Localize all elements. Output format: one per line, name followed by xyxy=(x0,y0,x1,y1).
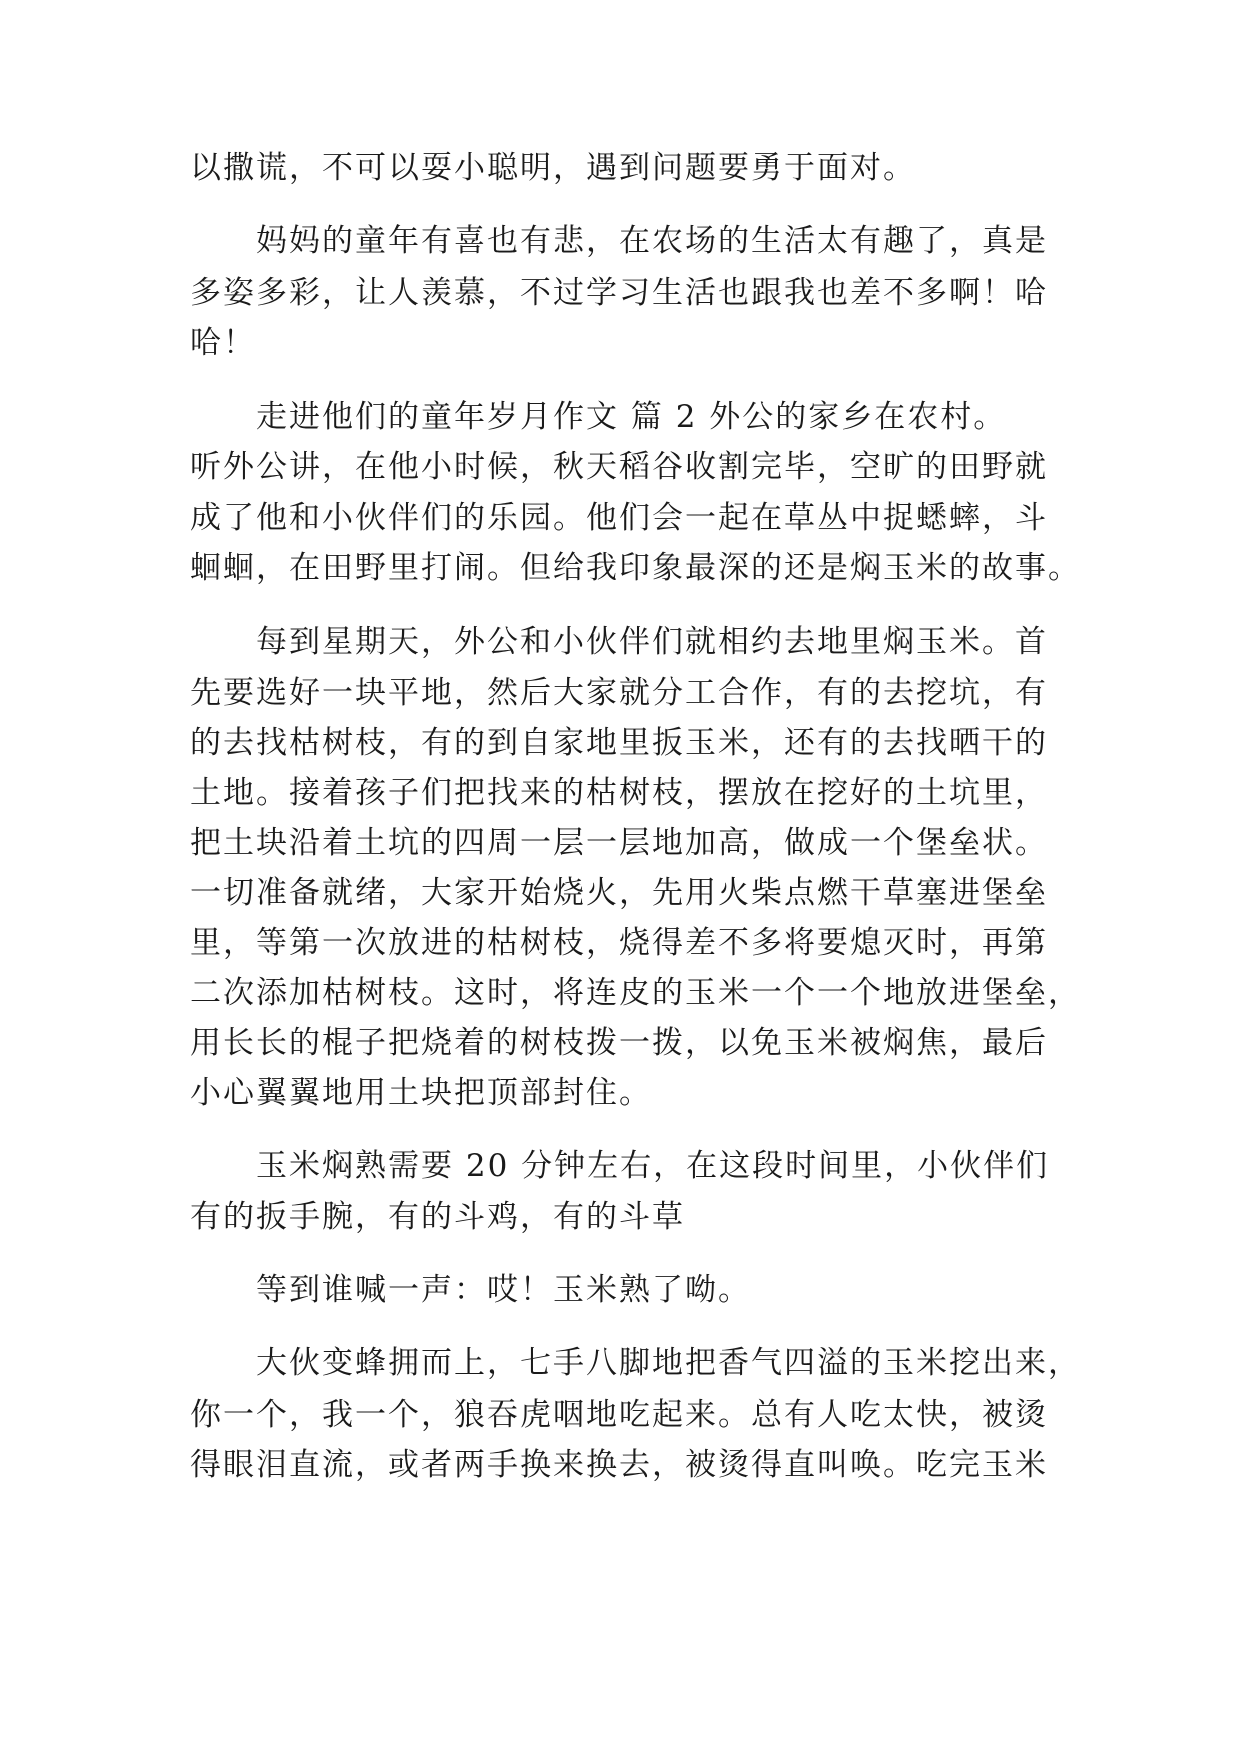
text-line: 以撒谎，不可以耍小聪明，遇到问题要勇于面对。 xyxy=(190,150,916,186)
text-line: 土地。接着孩子们把找来的枯树枝，摆放在挖好的土坑里， xyxy=(190,775,1048,811)
text-line: 小心翼翼地用土块把顶部封住。 xyxy=(190,1075,652,1111)
text-line: 先要选好一块平地，然后大家就分工合作，有的去挖坑，有 xyxy=(190,675,1048,711)
text-line: 蛔蛔，在田野里打闹。但给我印象最深的还是焖玉米的故事。 xyxy=(190,550,1081,586)
section-heading-line: 走进他们的童年岁月作文 篇 2 外公的家乡在农村。 xyxy=(256,399,1007,435)
text-line: 成了他和小伙伴们的乐园。他们会一起在草丛中捉蟋蟀，斗 xyxy=(190,500,1048,536)
text-line: 你一个，我一个，狼吞虎咽地吃起来。总有人吃太快，被烫 xyxy=(190,1397,1048,1433)
paragraph-first-line: 每到星期天，外公和小伙伴们就相约去地里焖玉米。首 xyxy=(256,624,1048,660)
text-line: 一切准备就绪，大家开始烧火，先用火柴点燃干草塞进堡垒 xyxy=(190,875,1048,911)
paragraph-first-line: 等到谁喊一声：哎！玉米熟了呦。 xyxy=(256,1272,751,1308)
text-line: 里，等第一次放进的枯树枝，烧得差不多将要熄灭时，再第 xyxy=(190,925,1048,961)
text-line: 用长长的棍子把烧着的树枝拨一拨，以免玉米被焖焦，最后 xyxy=(190,1025,1048,1061)
text-line: 哈！ xyxy=(190,325,256,361)
paragraph-first-line: 妈妈的童年有喜也有悲，在农场的生活太有趣了，真是 xyxy=(256,223,1048,259)
text-line: 多姿多彩，让人羡慕，不过学习生活也跟我也差不多啊！哈 xyxy=(190,275,1048,311)
paragraph-first-line: 大伙变蜂拥而上，七手八脚地把香气四溢的玉米挖出来， xyxy=(256,1345,1081,1381)
text-line: 有的扳手腕，有的斗鸡，有的斗草 xyxy=(190,1199,685,1235)
paragraph-first-line: 玉米焖熟需要 20 分钟左右，在这段时间里，小伙伴们 xyxy=(256,1148,1050,1184)
text-line: 听外公讲，在他小时候，秋天稻谷收割完毕，空旷的田野就 xyxy=(190,449,1048,485)
text-line: 得眼泪直流，或者两手换来换去，被烫得直叫唤。吃完玉米 xyxy=(190,1447,1048,1483)
text-line: 的去找枯树枝，有的到自家地里扳玉米，还有的去找晒干的 xyxy=(190,725,1048,761)
text-line: 把土块沿着土坑的四周一层一层地加高，做成一个堡垒状。 xyxy=(190,825,1048,861)
text-line: 二次添加枯树枝。这时，将连皮的玉米一个一个地放进堡垒， xyxy=(190,975,1081,1011)
